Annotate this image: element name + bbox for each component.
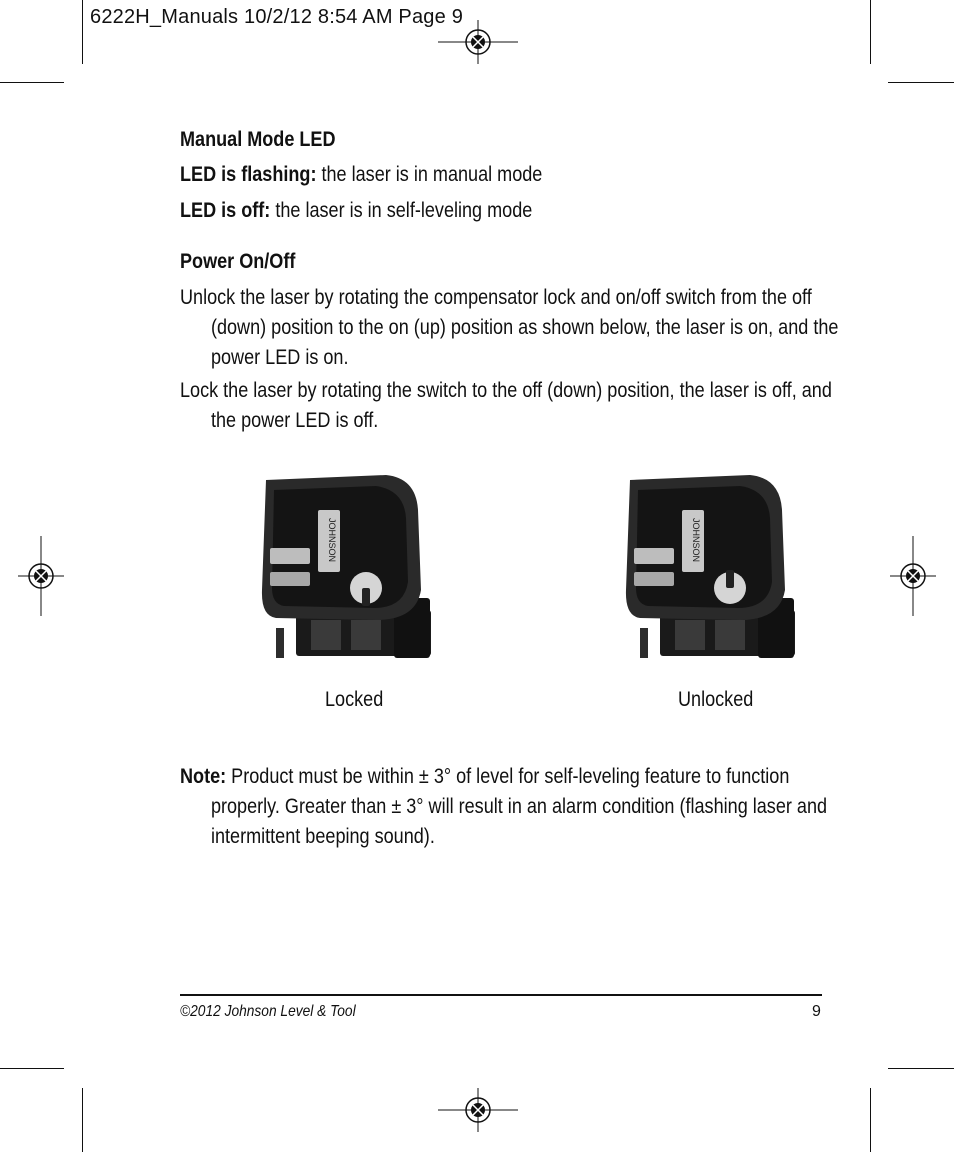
note-text: Product must be within ± 3° of level for self-leveling feature to function properly. Greater than ± 3° will result in an alarm condition (flashing laser and intermittent beeping sound).	[210, 765, 828, 848]
note-paragraph	[180, 762, 828, 852]
led-off-label: LED is off:	[180, 199, 271, 222]
crop-mark-bottom-right-v	[870, 1088, 871, 1152]
manual-mode-heading: Manual Mode LED	[180, 128, 336, 151]
manual-mode-section	[180, 128, 820, 152]
locked-caption: Locked	[325, 688, 384, 711]
registration-mark-bottom-icon	[438, 1088, 518, 1132]
brand-text-unlocked: JOHNSON	[691, 517, 701, 563]
print-slug: 6222H_Manuals 10/2/12 8:54 AM Page 9	[90, 6, 464, 28]
page-number: 9	[812, 1003, 821, 1020]
unlock-instructions: Unlock the laser by rotating the compensator lock and on/off switch from the off (down) position to the on (up) position as shown below, the laser is on, and the power LED is on.	[180, 286, 839, 369]
unlocked-caption: Unlocked	[678, 688, 754, 711]
registration-mark-right-icon	[890, 536, 936, 616]
led-flashing-label: LED is flashing:	[180, 163, 317, 186]
laser-locked-image	[256, 470, 436, 688]
power-heading: Power On/Off	[180, 250, 296, 273]
led-flashing-line	[180, 160, 820, 190]
crop-mark-top-left-v	[82, 0, 83, 64]
note-label: Note:	[180, 765, 227, 788]
led-off-line	[180, 196, 820, 226]
registration-mark-left-icon	[18, 536, 64, 616]
crop-mark-top-right-h	[888, 82, 954, 83]
crop-mark-top-right-v	[870, 0, 871, 64]
footer-copyright: ©2012 Johnson Level & Tool	[180, 1003, 356, 1020]
led-flashing-text: the laser is in manual mode	[316, 163, 543, 186]
power-section	[180, 250, 820, 274]
footer-rule	[180, 994, 822, 996]
crop-mark-bottom-left-h	[0, 1068, 64, 1069]
led-off-text: the laser is in self-leveling mode	[270, 199, 533, 222]
brand-text-locked: JOHNSON	[327, 517, 337, 563]
power-paragraph-1	[180, 283, 839, 373]
laser-unlocked-image	[620, 470, 800, 688]
power-paragraph-2	[180, 376, 832, 436]
lock-instructions: Lock the laser by rotating the switch to the off (down) position, the laser is off, and the power LED is off.	[180, 379, 832, 432]
crop-mark-bottom-left-v	[82, 1088, 83, 1152]
registration-mark-top-icon	[438, 20, 518, 64]
crop-mark-top-left-h	[0, 82, 64, 83]
crop-mark-bottom-right-h	[888, 1068, 954, 1069]
